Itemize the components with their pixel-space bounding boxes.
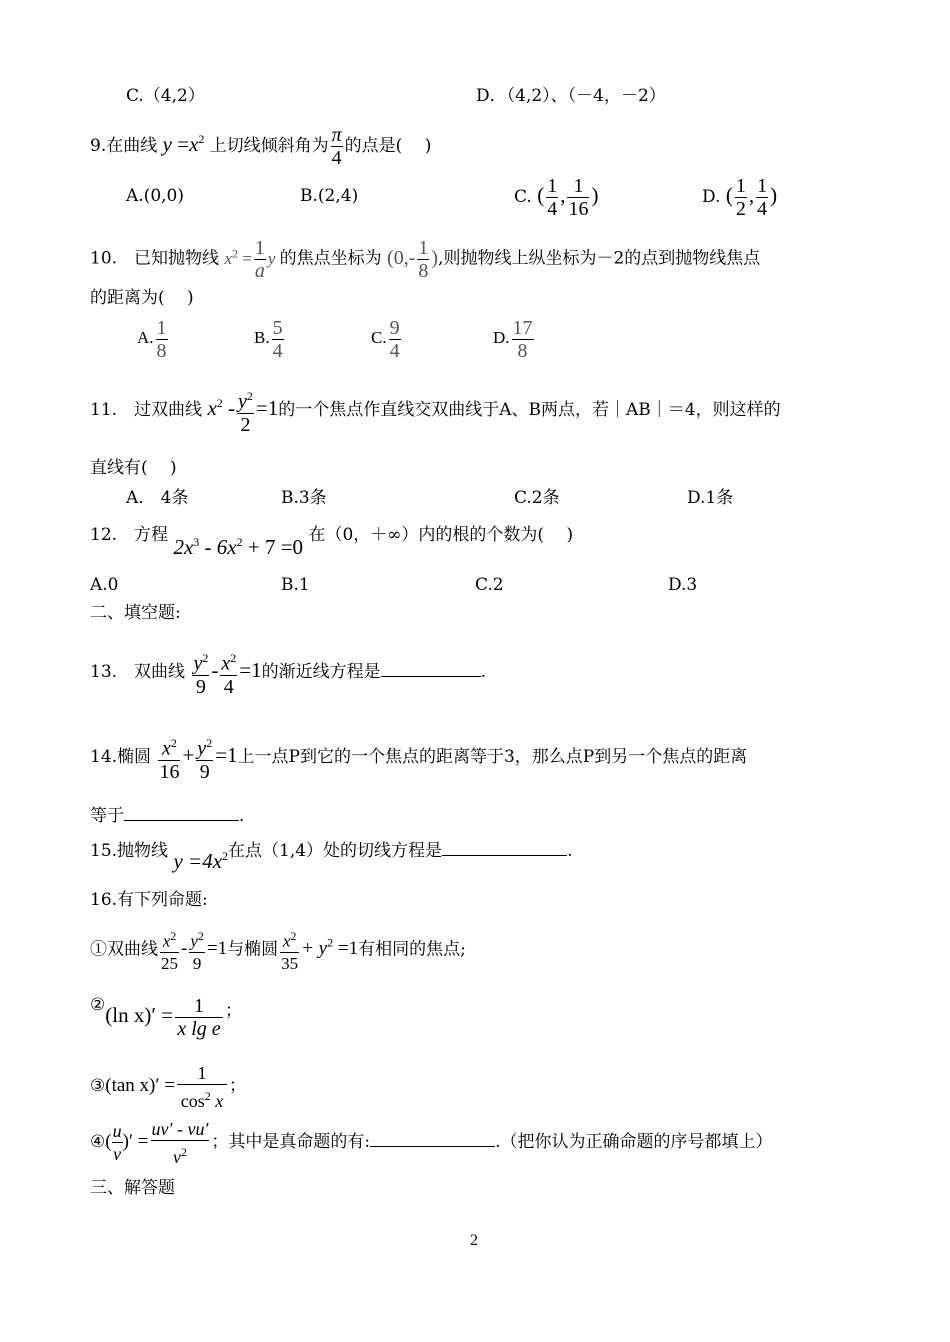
- q13-frac1: [192, 647, 209, 698]
- q13-prefix: 13. 双曲线: [90, 662, 186, 682]
- q10-suffix: ,则抛物线上纵坐标为－2的点到抛物线焦点: [438, 248, 761, 269]
- q16-item4-lnum: u: [112, 1121, 122, 1142]
- q16-item1-suffix: 有相同的焦点;: [358, 939, 466, 960]
- q16-item3-den: cos: [180, 1090, 205, 1111]
- q11-eq-minus: -: [228, 396, 236, 420]
- q11-option-a: A. 4条: [126, 488, 189, 508]
- q16-item1-frac1: [160, 925, 179, 976]
- q9-curve-y: y: [162, 132, 172, 156]
- q9-curve-equation: [163, 132, 210, 156]
- q11-eq-fraction: [237, 385, 254, 436]
- q8-option-c: C.（4,2）: [126, 86, 205, 106]
- q16-item1-n1: x: [162, 931, 171, 951]
- q14-answer-blank[interactable]: [124, 804, 239, 821]
- q16-item1-n2-exp: 2: [197, 928, 204, 943]
- q10-focus-post: ): [431, 246, 439, 269]
- q9-option-d-n2: 1: [757, 174, 768, 197]
- q14-end: .: [239, 806, 245, 826]
- q16-item1-minus: -: [181, 938, 188, 960]
- q9-middle: 上切线倾斜角为: [209, 136, 329, 156]
- q14-num2-exp: 2: [206, 735, 213, 750]
- q10-option-b-den: 4: [272, 339, 283, 362]
- q16-item1-frac2: [189, 925, 205, 976]
- q16-item4-num: uv′ - vu′: [151, 1118, 209, 1139]
- q16-item1-n2: y: [190, 931, 198, 951]
- q10-option-a-den: 8: [156, 339, 167, 362]
- q15-eq-exp: 2: [222, 849, 229, 863]
- q16-item1-d1: 25: [161, 954, 178, 974]
- q16-item1-rhs: =1: [206, 938, 228, 960]
- q16-item3-num: 1: [177, 1062, 227, 1085]
- question-12: [90, 518, 574, 559]
- q9-option-d-label: D.: [702, 187, 721, 207]
- q10-focus-fraction: [417, 237, 429, 282]
- q16-item1-mid: 与椭圆: [227, 939, 279, 960]
- q9-option-d-frac1: [735, 175, 747, 220]
- q16-item1-d2: 9: [192, 954, 202, 974]
- q16-item1-rhs2: =1: [337, 938, 359, 960]
- q10-mid: 的焦点坐标为: [279, 248, 382, 269]
- q16-item4-prime: )′ =: [122, 1131, 149, 1152]
- question-11: [90, 380, 781, 436]
- q16-item1-plus: + y: [301, 938, 328, 960]
- q14-frac2: [196, 732, 213, 783]
- q9-option-c-label: C.: [514, 187, 532, 207]
- q14-equation: [156, 735, 238, 783]
- q16-item1-n1-exp: 2: [170, 928, 177, 943]
- q15-equation: [173, 849, 228, 873]
- q16-item4-mark: ④: [90, 1132, 106, 1152]
- question-15: [90, 834, 573, 873]
- q10-option-d-label: D.: [493, 328, 510, 347]
- q16-item2-lhs: (ln x)′ =: [105, 1003, 174, 1027]
- q16-item2-suffix: ；: [225, 1001, 243, 1021]
- q11-suffix: 的一个焦点作直线交双曲线于A、B两点，若｜AB｜＝4，则这样的: [278, 400, 781, 420]
- q10-option-d-frac: [512, 317, 534, 362]
- q11-option-b: B.3条: [281, 488, 327, 508]
- q11-option-c: C.2条: [514, 488, 560, 508]
- q10-eq-x: x: [224, 248, 232, 268]
- q9-option-c-frac1: [546, 175, 558, 220]
- q10-eq-num: 1: [254, 237, 265, 260]
- q9-option-d-d1: 2: [735, 197, 746, 220]
- q9-option-a: A.(0,0): [126, 186, 184, 206]
- q10-eq-sign: =: [242, 248, 252, 268]
- q16-item3-den-exp: 2: [204, 1088, 211, 1103]
- q9-angle-num: π: [331, 124, 342, 146]
- q12-equation: [173, 535, 303, 559]
- q16-item1-n3-exp: 2: [290, 928, 297, 943]
- q10-option-b-num: 5: [272, 316, 283, 339]
- q15-suffix: 在点（1,4）处的切线方程是: [228, 841, 443, 861]
- q10-option-d-num: 17: [512, 316, 533, 339]
- question-9: [90, 118, 431, 169]
- q15-answer-blank[interactable]: [442, 839, 567, 856]
- q11-eq-exp: 2: [216, 396, 223, 410]
- q12-eq-a: 2x: [173, 535, 194, 559]
- q10-option-c-num: 9: [389, 316, 400, 339]
- q16-item3-den-x: x: [210, 1090, 224, 1111]
- q9-suffix: 的点是( ): [344, 136, 432, 156]
- q16-item4-formula: ( $\frac{u}{v}$ )′ = $\frac{uv' - vu'}{v^2}$: [105, 1118, 209, 1167]
- q12-option-d: D.3: [668, 575, 698, 595]
- q16-item1-plus-exp: 2: [327, 936, 334, 950]
- q16-answer-blank[interactable]: [370, 1130, 495, 1147]
- q9-option-c: [514, 170, 598, 222]
- q16-item3-frac: [177, 1062, 227, 1112]
- q14-rhs: =1: [215, 743, 238, 767]
- q9-option-c-d1: 4: [547, 197, 558, 220]
- q16-item1-hyperbola: [158, 928, 228, 974]
- q14-num1: x: [162, 737, 171, 760]
- q9-curve-exp: 2: [198, 132, 205, 146]
- q10-option-c-frac: [389, 317, 401, 362]
- q16-item4-lden: v: [113, 1144, 122, 1165]
- q13-answer-blank[interactable]: [381, 660, 481, 677]
- q16-item4-end: .（把你认为正确命题的序号都填上）: [495, 1132, 773, 1152]
- q15-end: .: [567, 841, 573, 861]
- q10-option-a: [137, 314, 170, 362]
- q9-option-d-frac2: [756, 175, 768, 220]
- q10-line2: 的距离为( ): [90, 288, 194, 308]
- q14-plus: +: [182, 743, 195, 767]
- q14-num1-exp: 2: [170, 735, 177, 750]
- q12-option-c: C.2: [475, 575, 504, 595]
- q12-eq-c: + 7 =0: [247, 535, 304, 559]
- q11-line2: 直线有( ): [90, 458, 177, 478]
- q16-item4-lfrac: [112, 1120, 123, 1165]
- q9-option-c-frac2: [567, 175, 589, 220]
- q9-option-c-n1: 1: [547, 174, 558, 197]
- q16-item4-den-exp: 2: [180, 1144, 187, 1159]
- q13-suffix: 的渐近线方程是: [261, 662, 381, 682]
- q11-prefix: 11. 过双曲线: [90, 400, 203, 420]
- q13-den1: 9: [195, 675, 206, 698]
- q12-option-a: A.0: [90, 575, 119, 595]
- q11-eq-x: x: [207, 396, 217, 420]
- q8-option-d: D．（4,2）、（－4，－2）: [476, 86, 666, 106]
- q9-option-d-point: ( $\frac{1}{2}$ , $\frac{1}{4}$ ): [725, 174, 778, 220]
- q16-item1-n3: x: [282, 931, 291, 951]
- page-number: 2: [470, 1232, 478, 1249]
- q16-item1-ellipse: [278, 928, 359, 974]
- q13-rhs: =1: [239, 658, 262, 682]
- q13-frac2: [220, 647, 237, 698]
- q14-frac1: [158, 732, 180, 783]
- q9-option-b: B.(2,4): [300, 186, 359, 206]
- q16-item-1: [90, 915, 466, 977]
- q13-num2-exp: 2: [230, 650, 237, 665]
- q14-den2: 9: [199, 760, 210, 783]
- q9-angle-den: 4: [331, 147, 342, 169]
- q9-option-c-point: ( $\frac{1}{4}$ , $\frac{1}{16}$ ): [537, 174, 599, 220]
- q14-line2-text: 等于: [90, 806, 124, 826]
- q14-suffix: 上一点P到它的一个焦点的距离等于3，那么点P到另一个焦点的距离: [237, 747, 748, 767]
- q16-item2-den: x lg e: [177, 1017, 221, 1040]
- q11-frac-num: y: [238, 390, 247, 413]
- q11-equation: [207, 388, 279, 436]
- question-14: [90, 725, 747, 787]
- q14-prefix: 14.椭圆: [90, 747, 152, 767]
- q15-prefix: 15.抛物线: [90, 841, 169, 861]
- q16-item4-den: v: [172, 1146, 181, 1167]
- q16-item2-frac: [175, 995, 223, 1040]
- q10-option-b-frac: [272, 317, 284, 362]
- q9-curve-x: x: [189, 132, 199, 156]
- q12-eq-b-exp: 2: [236, 535, 243, 549]
- q10-option-b: [254, 314, 286, 362]
- q9-prefix: 9.在曲线: [90, 136, 158, 156]
- q16-item1-frac3: [280, 925, 299, 976]
- q10-option-a-label: A.: [137, 328, 154, 347]
- q15-eq: y =4x: [173, 849, 223, 873]
- q9-option-d-d2: 4: [757, 197, 768, 220]
- q16-item-3: [90, 1058, 246, 1114]
- q12-option-b: B.1: [281, 575, 310, 595]
- q16-item4-frac: [151, 1118, 210, 1168]
- q9-option-c-d2: 16: [568, 197, 589, 220]
- q16-item-4: [90, 1114, 773, 1170]
- q13-equation: [190, 650, 262, 698]
- q12-eq-a-exp: 3: [193, 535, 200, 549]
- q16-item1-prefix: ①双曲线: [90, 939, 158, 960]
- q10-option-c-den: 4: [389, 339, 400, 362]
- q14-line2: [90, 804, 244, 826]
- q16-item2-num: 1: [175, 995, 223, 1018]
- q9-curve-eq: =: [177, 132, 190, 156]
- q10-option-d: [493, 314, 536, 362]
- q9-option-d-n1: 1: [735, 174, 746, 197]
- q11-eq-rhs: =1: [255, 396, 279, 420]
- q10-option-d-den: 8: [517, 339, 528, 362]
- q16-item-2: [90, 985, 242, 1047]
- question-10: [90, 230, 760, 282]
- q10-eq-y: y: [267, 248, 276, 268]
- q10-focus-den: 8: [418, 259, 429, 282]
- q16-item3-formula: [105, 1062, 229, 1111]
- q10-option-a-num: 1: [156, 316, 167, 339]
- q10-option-c: [371, 314, 403, 362]
- q11-option-d: D.1条: [687, 488, 734, 508]
- q9-option-d: [702, 170, 777, 222]
- q16-title: 16.有下列命题:: [90, 890, 208, 910]
- q10-equation: [224, 237, 279, 283]
- q16-item2-formula: [105, 994, 225, 1040]
- q9-angle-fraction: [331, 124, 343, 169]
- q11-frac-num-exp: 2: [246, 388, 253, 403]
- q10-prefix: 10. 已知抛物线: [90, 248, 220, 269]
- question-13: [90, 640, 486, 702]
- q16-item3-suffix: ；: [229, 1076, 246, 1096]
- q9-option-c-n2: 1: [567, 175, 589, 198]
- section-2-heading: 二、填空题:: [90, 603, 181, 623]
- q10-eq-exp: 2: [232, 246, 238, 260]
- q13-den2: 4: [223, 675, 234, 698]
- q10-eq-fraction: [254, 237, 266, 282]
- q11-frac-den: 2: [240, 413, 251, 436]
- q14-den1: 16: [159, 760, 180, 783]
- q13-num2: x: [221, 652, 231, 675]
- q10-option-b-label: B.: [254, 328, 270, 347]
- q10-option-a-frac: [156, 317, 168, 362]
- q16-item2-mark: ②: [90, 995, 106, 1015]
- q10-focus-pre: (0,-: [387, 246, 416, 269]
- q12-suffix: 在（0，＋∞）内的根的个数为( ): [308, 525, 574, 545]
- q16-item3-mark: ③: [90, 1076, 106, 1096]
- q14-num2: y: [197, 737, 207, 760]
- q10-eq-den: a: [254, 260, 265, 283]
- q12-eq-b: - 6x: [204, 535, 237, 559]
- q13-minus: -: [211, 658, 219, 682]
- q13-num1-exp: 2: [202, 650, 209, 665]
- q13-num1: y: [193, 652, 203, 675]
- q13-end: .: [480, 662, 486, 682]
- q12-prefix: 12. 方程: [90, 525, 169, 545]
- q16-item1-d3: 35: [281, 954, 299, 974]
- q10-focus: [387, 236, 439, 282]
- q16-item3-lhs: (tan x)′ =: [105, 1075, 175, 1096]
- section-3-heading: 三、解答题: [90, 1178, 175, 1198]
- q16-item4-suffix: ；其中是真命题的有:: [211, 1132, 371, 1152]
- q10-focus-num: 1: [418, 236, 429, 259]
- q10-option-c-label: C.: [371, 328, 387, 347]
